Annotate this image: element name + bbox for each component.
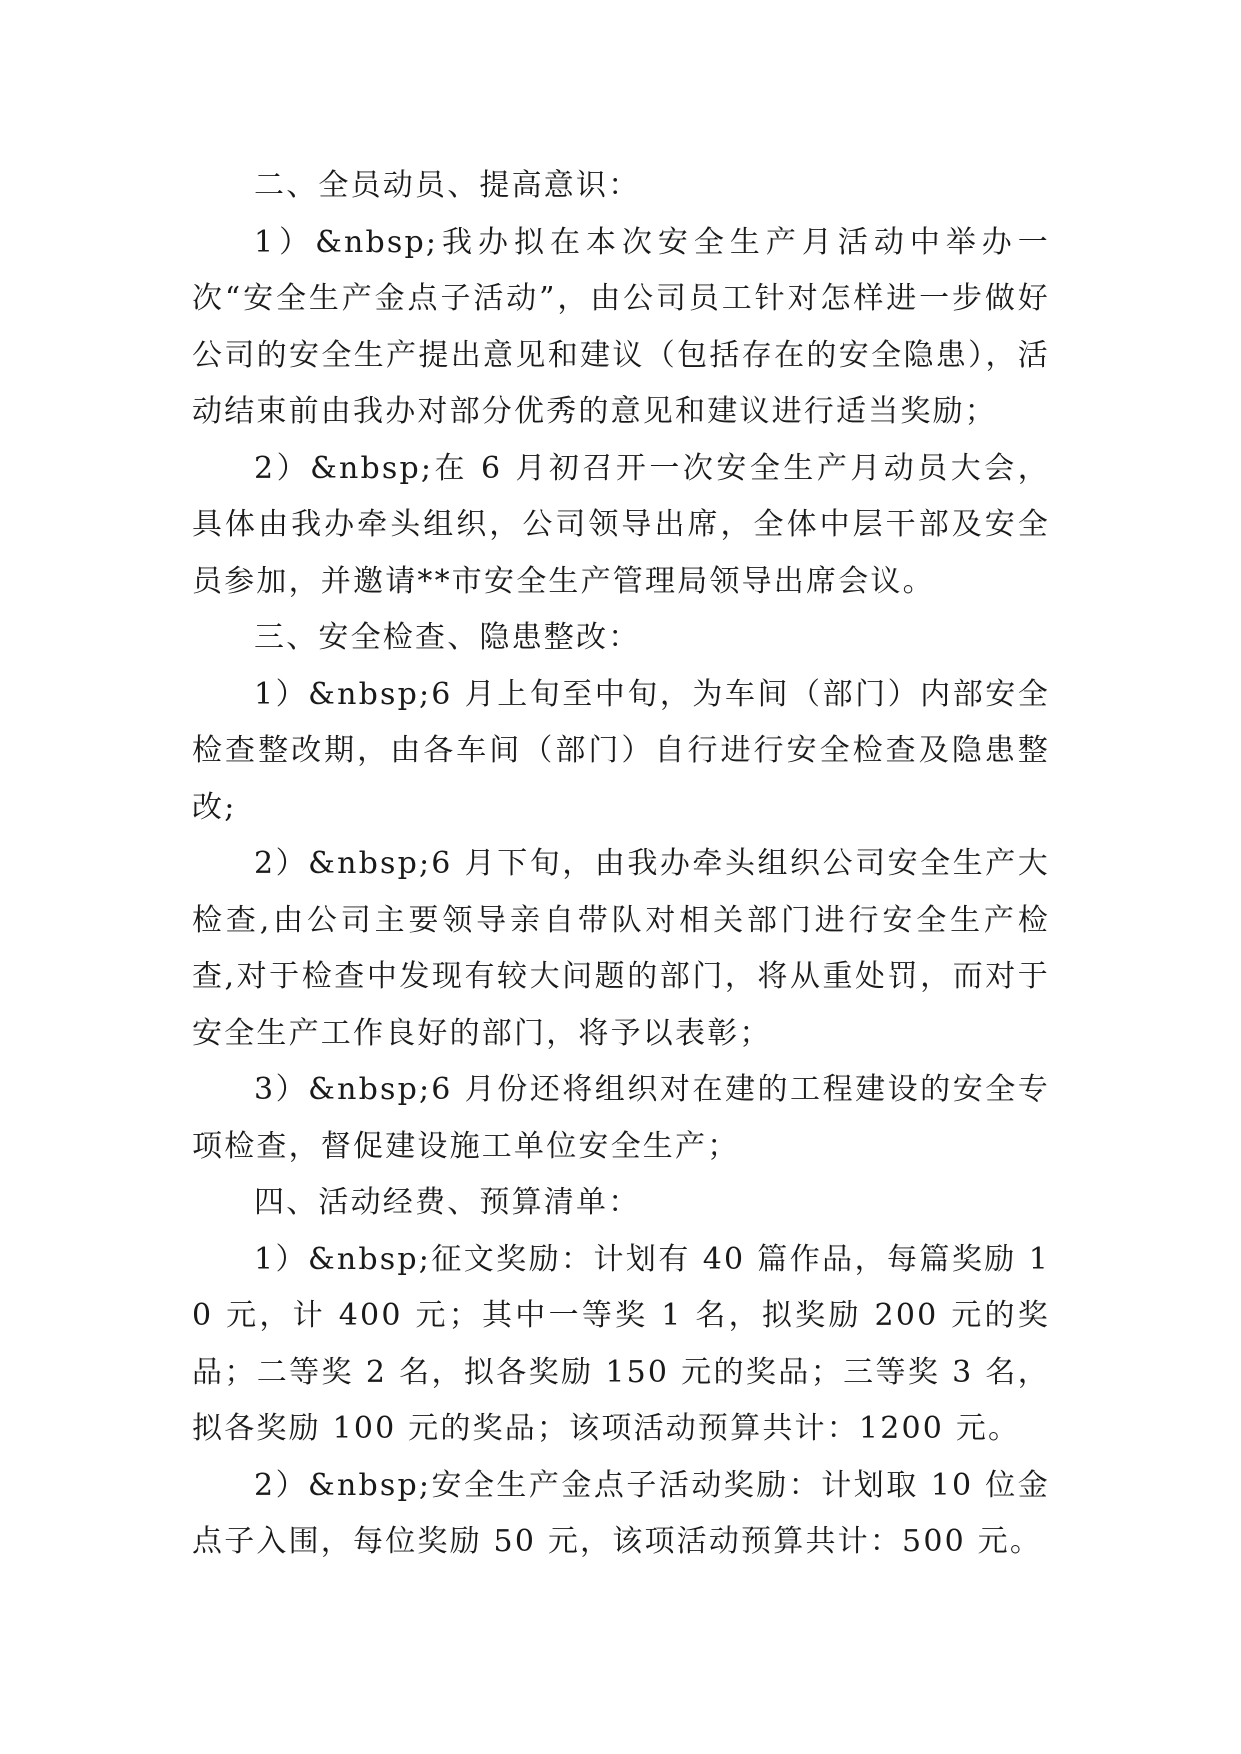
section-heading-budget: 四、活动经费、预算清单： bbox=[254, 1185, 641, 1220]
paragraph-mobilization-meeting: 2）&nbsp;在 6 月初召开一次安全生产月动员大会，具体由我办牵头组织，公司领导出席，全体中层干部及安全员参加，并邀请**市安全生产管理局领导出席会议。 bbox=[192, 450, 1050, 599]
paragraph-golden-idea-activity: 1）&nbsp;我办拟在本次安全生产月活动中举办一次“安全生产金点子活动”，由公司员工针对怎样进一步做好公司的安全生产提出意见和建议（包括存在的安全隐患），活动结束前由我办对部分优秀的意见和建议进行适当奖励； bbox=[192, 224, 1050, 429]
paragraph-golden-idea-awards: 2）&nbsp;安全生产金点子活动奖励：计划取 10 位金点子入围，每位奖励 50 元，该项活动预算共计：500 元。 bbox=[192, 1467, 1050, 1559]
paragraph-internal-inspection: 1）&nbsp;6 月上旬至中旬，为车间（部门）内部安全检查整改期，由各车间（部门）自行进行安全检查及隐患整改; bbox=[192, 676, 1050, 825]
paragraph-construction-inspection: 3）&nbsp;6 月份还将组织对在建的工程建设的安全专项检查，督促建设施工单位安全生产； bbox=[192, 1072, 1050, 1164]
section-heading-safety-inspection: 三、安全检查、隐患整改： bbox=[254, 620, 641, 655]
section-heading-mobilization: 二、全员动员、提高意识： bbox=[254, 168, 641, 203]
document-body bbox=[192, 158, 1050, 1571]
paragraph-company-inspection: 2）&nbsp;6 月下旬，由我办牵头组织公司安全生产大检查,由公司主要领导亲自带队对相关部门进行安全生产检查,对于检查中发现有较大问题的部门，将从重处罚，而对于安全生产工作良好的部门，将予以表彰； bbox=[192, 846, 1050, 1051]
paragraph-essay-awards: 1）&nbsp;征文奖励：计划有 40 篇作品，每篇奖励 10 元，计 400 元；其中一等奖 1 名，拟奖励 200 元的奖品；二等奖 2 名，拟各奖励 150 元的奖品；三等奖 3 名，拟各奖励 100 元的奖品；该项活动预算共计：1200 元。 bbox=[192, 1241, 1050, 1446]
